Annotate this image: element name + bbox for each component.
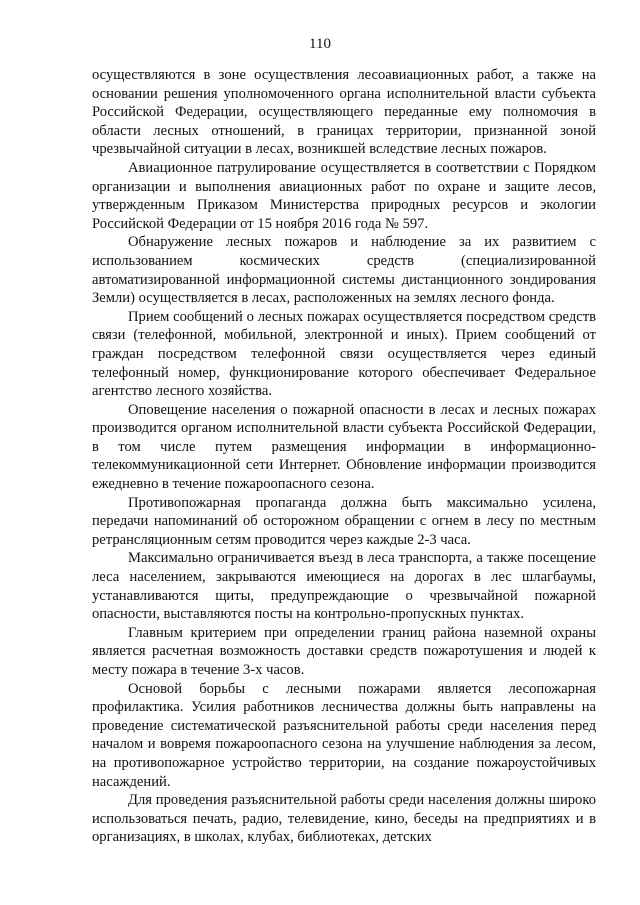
document-body: [92, 66, 596, 847]
paragraph-fire-prevention: Основой борьбы с лесными пожарами является лесопожарная профилактика. Усилия работников лесничества должны быть направлены на проведение систематической разъяснительной работы среди населения перед началом и вовремя пожароопасного сезона на улучшение наблюдения за лесом, на противопожарное устройство территории, на создание пожароустойчивых насаждений.: [92, 680, 596, 790]
paragraph-aviation-patrol: Авиационное патрулирование осуществляется в соответствии с Порядком организации и выполнения авиационных работ по охране и защите лесов, утвержденным Приказом Министерства природных ресурсов и экологии Российской Федерации от 15 ноября 2016 года № 597.: [92, 159, 596, 232]
paragraph-access-restriction: Максимально ограничивается въезд в леса транспорта, а также посещение леса населением, закрываются имеющиеся на дорогах в лес шлагбаумы, устанавливаются щиты, предупреждающие о чрезвычайной пожарной опасности, выставляются посты на контрольно-пропускных пунктах.: [92, 550, 596, 623]
paragraph-ground-protection: Главным критерием при определении границ района наземной охраны является расчетная возможность доставки средств пожаротушения и людей к месту пожара в течение 3-х часов.: [92, 624, 596, 678]
paragraph-fire-propaganda: Противопожарная пропаганда должна быть максимально усилена, передачи напоминаний об осторожном обращении с огнем в лесу по местным ретрансляционным сетям проводится через каждые 2-3 часа.: [92, 494, 596, 548]
paragraph-fire-reports: Прием сообщений о лесных пожарах осуществляется посредством средств связи (телефонной, мобильной, электронной и иных). Прием сообщений от граждан посредством телефонной связи осуществляется через единый телефонный номер, функционирование которого обеспечивает Федеральное агентство лесного хозяйства.: [92, 308, 596, 400]
paragraph-outreach: Для проведения разъяснительной работы среди населения должны широко использоваться печать, радио, телевидение, кино, беседы на предприятиях и в организациях, в школах, клубах, библиотеках, детских: [92, 792, 596, 846]
paragraph-continued: осуществляются в зоне осуществления лесоавиационных работ, а также на основании решения уполномоченного органа исполнительной власти субъекта Российской Федерации, осуществляющего переданные ему полномочия в области лесных отношений, в границах территории, признанной зоной чрезвычайной ситуации в лесах, возникшей вследствие лесных пожаров.: [92, 67, 596, 158]
paragraph-space-detection: Обнаружение лесных пожаров и наблюдение за их развитием с использованием космических средств (специализированной автоматизированной информационной системы дистанционного зондирования Земли) осуществляется в лесах, расположенных на землях лесного фонда.: [92, 234, 596, 307]
paragraph-public-warning: Оповещение населения о пожарной опасности в лесах и лесных пожарах производится органом исполнительной власти субъекта Российской Федерации, в том числе путем размещения информации в информационно-телекоммуникационной сети Интернет. Обновление информации производится ежедневно в течение пожароопасного сезона.: [92, 401, 596, 493]
page-number: 110: [309, 36, 331, 52]
